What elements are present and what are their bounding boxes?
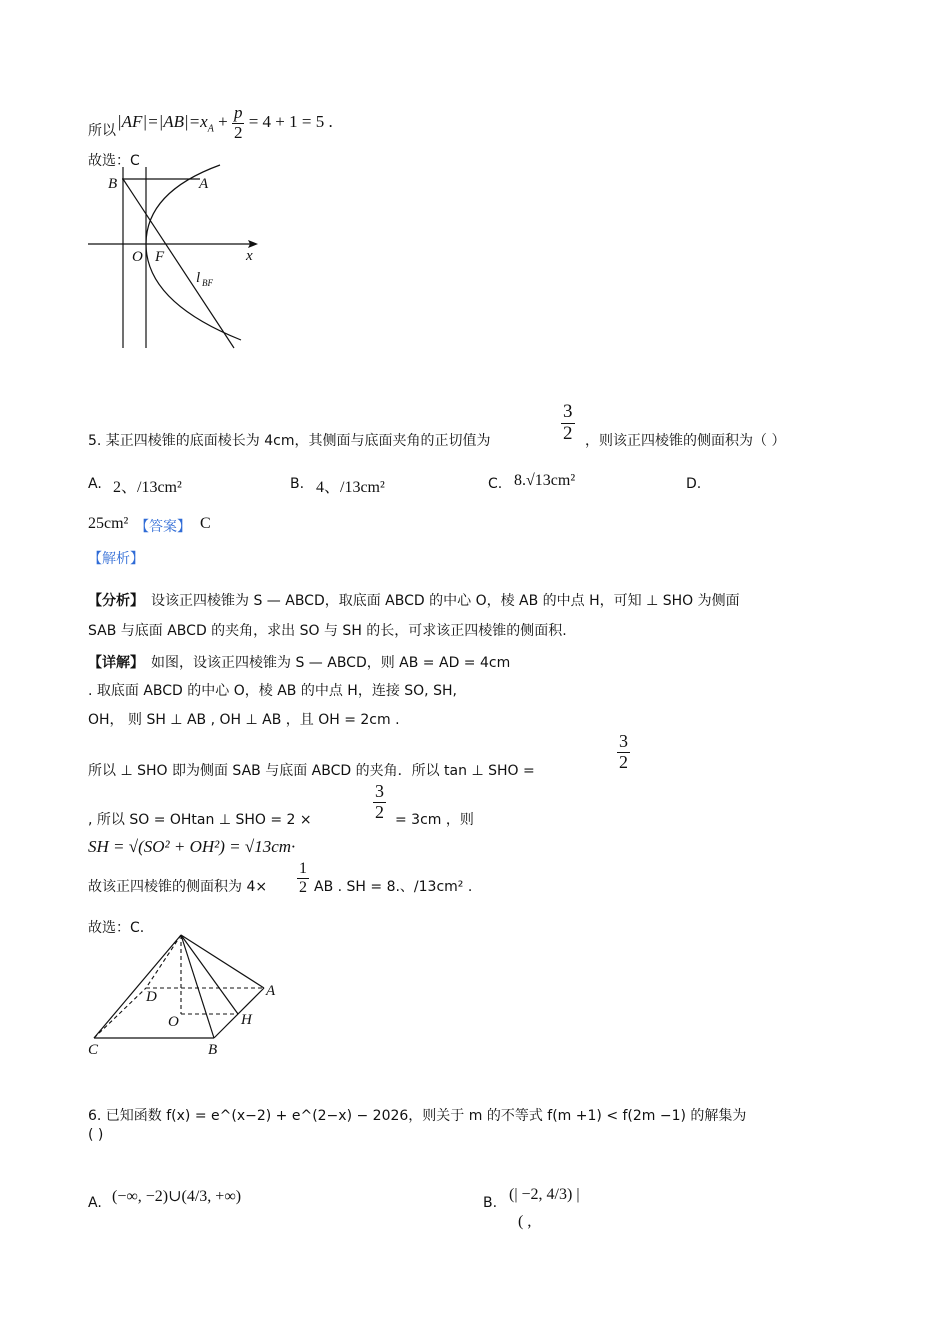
q5-opt-b-label: B. — [290, 476, 305, 492]
xiangjie-line-5b: = 3cm ，则 — [395, 812, 474, 828]
edge-sd — [146, 935, 181, 988]
label-a: A — [266, 983, 276, 999]
eq-rhs: = 4 + 1 = 5 . — [248, 112, 333, 132]
so-fraction: $\frac{3}{2}$ — [375, 781, 384, 822]
xiangjie-line-7a: 故该正四棱锥的侧面积为 4× — [88, 879, 268, 895]
xiangjie-line-4: 所以 ⊥ SHO 即为侧面 SAB 与底面 ABCD 的夹角．所以 tan ⊥ SHO = — [88, 763, 535, 779]
label-b: B — [208, 1042, 218, 1058]
q5-opt-a-label: A. — [88, 476, 102, 492]
xiangjie-line-7b: AB . SH = 8.、/13cm² . — [314, 879, 473, 895]
p-over-2: $\frac{p}{2}$ — [233, 103, 243, 142]
label-f: F — [155, 249, 165, 265]
q5-opt-d-label: D. — [686, 476, 702, 492]
q5-opt-b: 4、/13cm² — [316, 479, 385, 496]
xiangjie-line-3: OH， 则 SH ⊥ AB , OH ⊥ AB ，且 OH = 2cm . — [88, 712, 400, 728]
q6-opt-a: (−∞, −2)∪(4/3, +∞) — [112, 1188, 242, 1205]
edge-cd — [94, 988, 146, 1038]
label-d: D — [146, 989, 157, 1005]
pyramid-figure — [86, 928, 286, 1060]
q5-tan-fraction: $\frac{3}{2}$ — [563, 401, 573, 444]
answer-equation — [117, 104, 333, 142]
xiangjie-tag: 【详解】 — [88, 655, 144, 671]
q5-opt-c-label: C. — [488, 476, 503, 492]
eq-plus: + — [218, 112, 228, 132]
edge-sa — [181, 935, 264, 988]
label-o: O — [132, 249, 143, 265]
edge-sb — [181, 935, 214, 1038]
label-x: x — [246, 248, 253, 264]
eq-lhs: |AF|=|AB|=x — [117, 112, 208, 132]
q6-opt-b-line-2: ( , — [518, 1213, 532, 1230]
jiexi-tag: 【解析】 — [88, 551, 144, 567]
q6-stem-1: 6. 已知函数 f(x) = e^(x−2) + e^(2−x) − 2026，则关于 m 的不等式 f(m +1) < f(2m −1) 的解集为 — [88, 1108, 747, 1124]
label-l-sub: BF — [202, 278, 213, 288]
q5-stem-1: 5. 某正四棱锥的底面棱长为 4cm，其侧面与底面夹角的正切值为 — [88, 433, 491, 449]
label-c: C — [88, 1042, 99, 1058]
tan-fraction: $\frac{3}{2}$ — [619, 731, 628, 772]
edge-ba — [214, 988, 264, 1038]
label-o: O — [168, 1014, 179, 1030]
label-b: B — [108, 176, 118, 192]
answer-value: C — [200, 515, 211, 532]
q6-opt-a-label: A. — [88, 1195, 102, 1211]
q5-choice: 故选：C. — [88, 920, 145, 936]
xiangjie-line-2: . 取底面 ABCD 的中心 O，棱 AB 的中点 H，连接 SO, SH, — [88, 683, 457, 699]
prev-choice: 故选：C — [88, 153, 140, 169]
q6-stem-2: ( ) — [88, 1127, 104, 1143]
q5-opt-a: 2、/13cm² — [113, 479, 182, 496]
suoyi-label: 所以 — [88, 123, 116, 139]
parabola-figure — [86, 162, 266, 354]
label-l: l — [196, 270, 201, 286]
answer-tag: 【答案】 — [135, 519, 191, 535]
fenxi-tag: 【分析】 — [88, 593, 144, 609]
label-a: A — [199, 176, 209, 192]
q6-opt-b-line-1: (| −2, 4/3) | — [509, 1186, 580, 1203]
xiangjie-line-1: 如图，设该正四棱锥为 S — ABCD，则 AB = AD = 4cm — [151, 655, 511, 671]
sh-equation: SH = √(SO² + OH²) = √13cm· — [88, 837, 296, 856]
q5-stem-2: ，则该正四棱锥的侧面积为（ ） — [585, 433, 786, 449]
xiangjie-line-5a: , 所以 SO = OHtan ⊥ SHO = 2 × — [88, 812, 312, 828]
fenxi-line-2: SAB 与底面 ABCD 的夹角，求出 SO 与 SH 的长，可求该正四棱锥的侧面积. — [88, 623, 567, 639]
eq-sub: A — [207, 123, 214, 135]
q5-opt-c: 8.√13cm² — [514, 472, 576, 489]
label-h: H — [241, 1012, 252, 1028]
fenxi-line-1: 设该正四棱锥为 S — ABCD，取底面 ABCD 的中心 O，棱 AB 的中点 H，可知 ⊥ SHO 为侧面 — [151, 593, 740, 609]
half-fraction: $\frac{1}{2}$ — [299, 860, 307, 896]
edge-sh — [181, 935, 238, 1014]
q6-opt-b-label: B. — [483, 1195, 498, 1211]
q5-opt-d: 25cm² — [88, 515, 129, 532]
